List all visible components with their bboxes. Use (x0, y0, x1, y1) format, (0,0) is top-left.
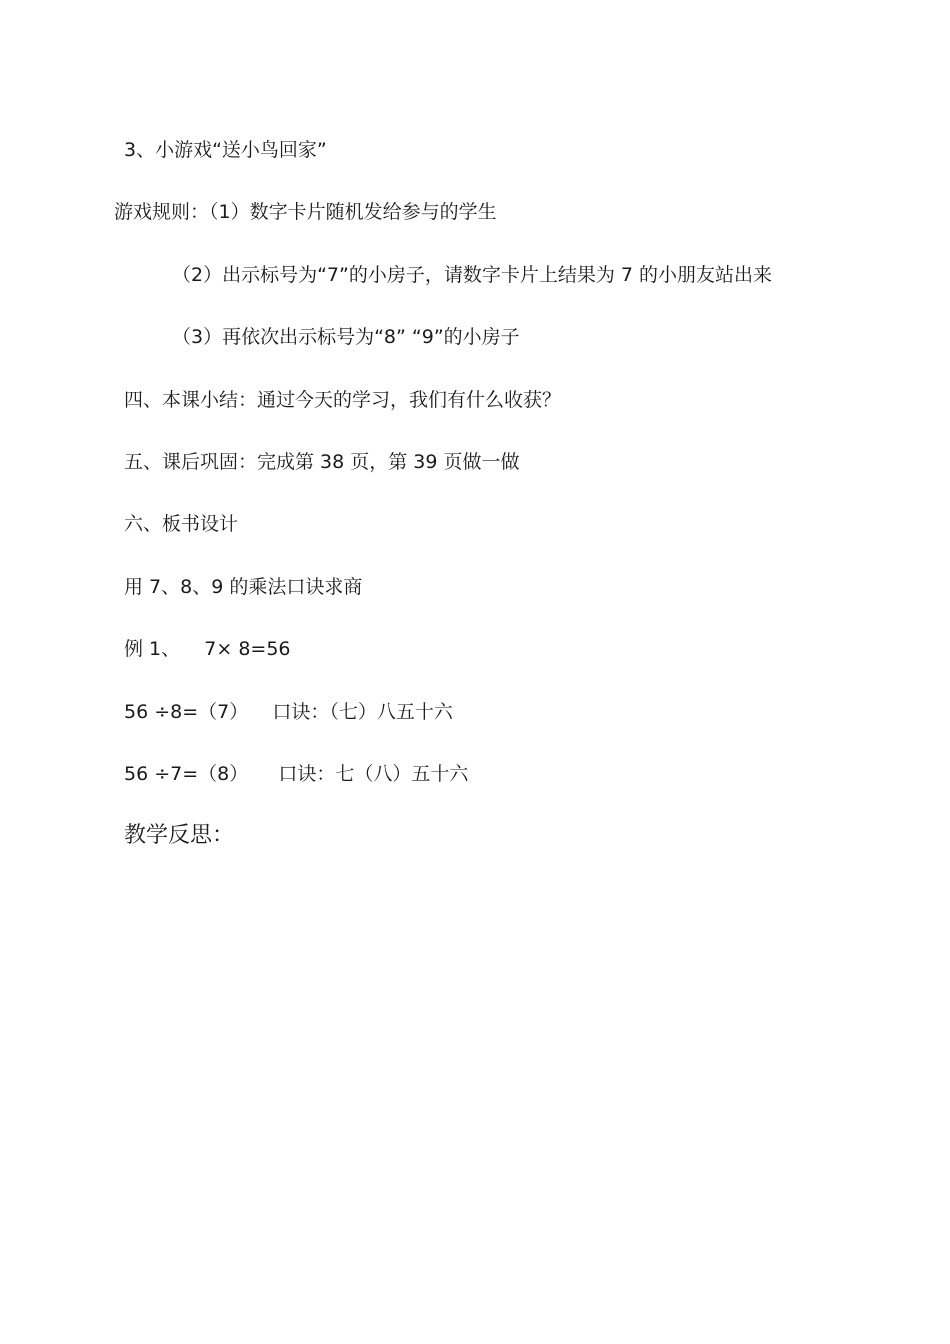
game-rule-2: （2）出示标号为“7”的小房子，请数字卡片上结果为 7 的小朋友站出来 (172, 264, 773, 286)
section-summary: 四、本课小结：通过今天的学习，我们有什么收获？ (124, 389, 562, 411)
division-line-2: 56 ÷7=（8） 口诀：七（八）五十六 (124, 763, 469, 785)
division-line-1: 56 ÷8=（7） 口诀：（七）八五十六 (124, 701, 453, 723)
game-rule-1: 游戏规则：（1）数字卡片随机发给参与的学生 (114, 201, 497, 223)
board-title: 用 7、8、9 的乘法口诀求商 (124, 576, 363, 598)
section-board-design: 六、板书设计 (124, 513, 239, 535)
section-homework: 五、课后巩固：完成第 38 页，第 39 页做一做 (124, 451, 520, 473)
example-1: 例 1、 7× 8=56 (124, 638, 291, 660)
teaching-reflection-heading: 教学反思： (124, 823, 235, 848)
game-rule-3: （3）再依次出示标号为“8” “9”的小房子 (172, 326, 520, 348)
game-heading: 3、小游戏“送小鸟回家” (124, 139, 327, 161)
